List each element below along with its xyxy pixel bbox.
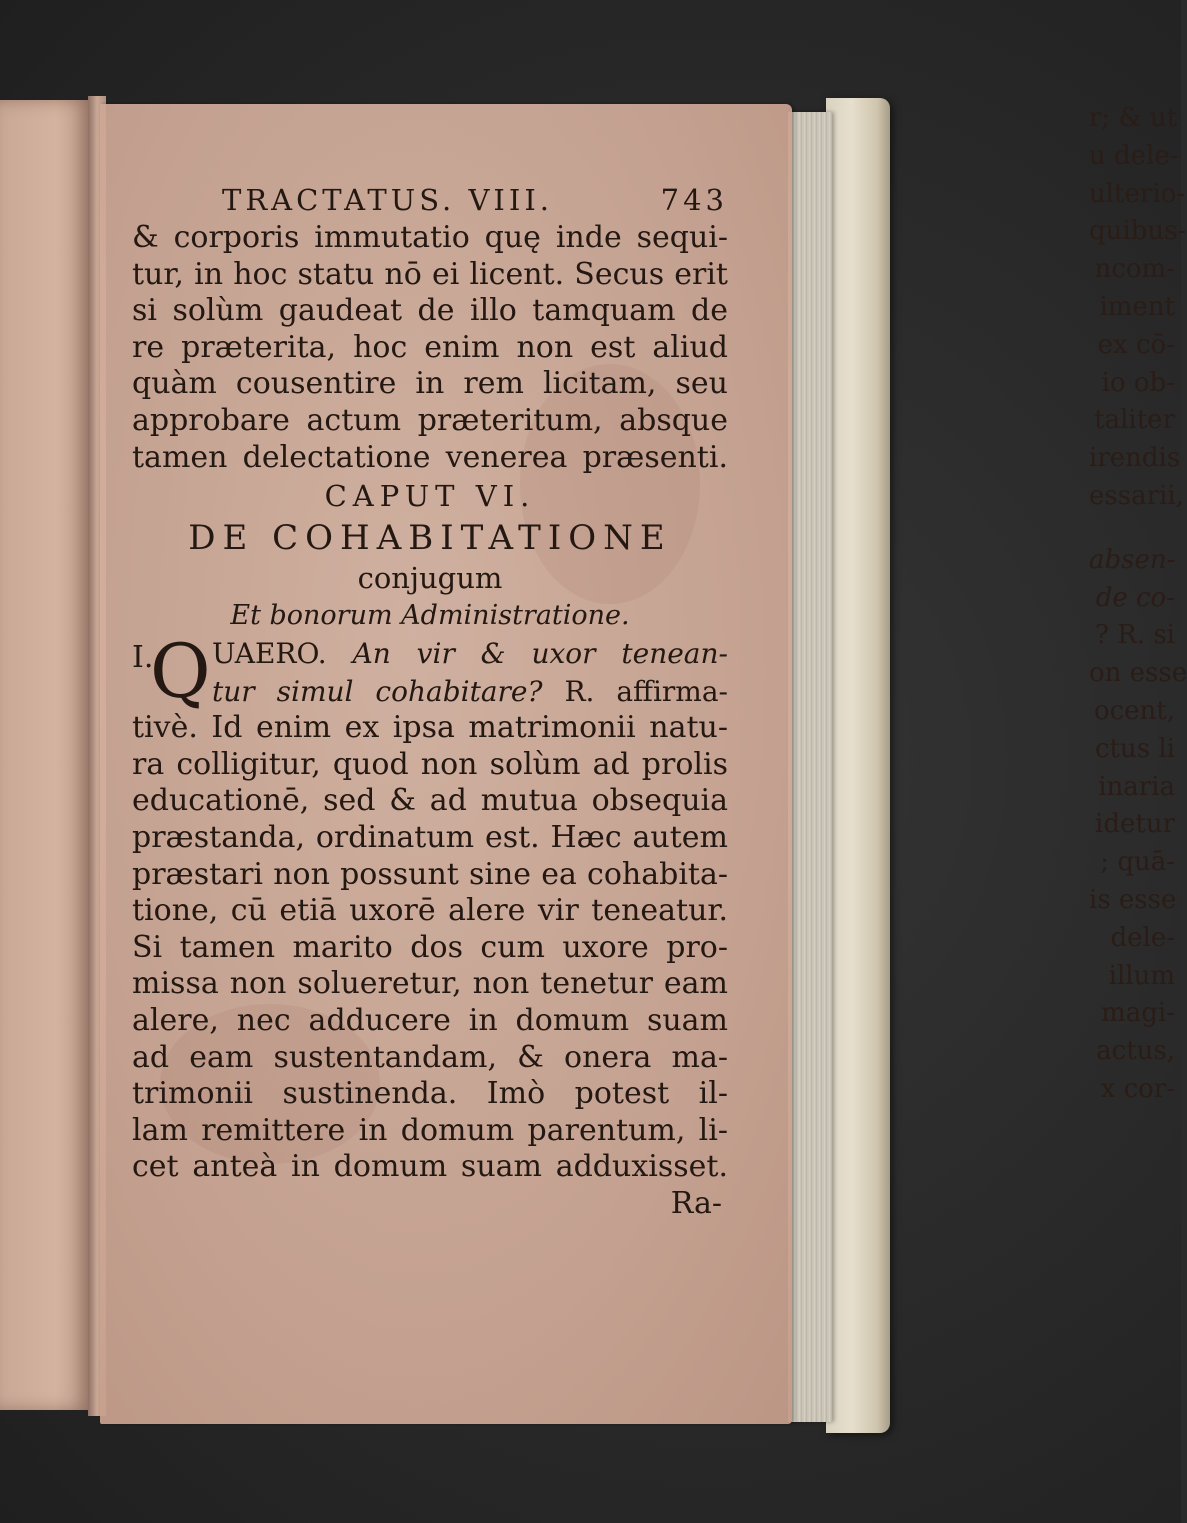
chapter-italic-subtitle: Et bonorum Administratione. [230,600,630,632]
left-fragment: absen- [1089,544,1176,575]
drop-cap: Q [150,629,211,716]
left-fragment: on esse [1089,658,1187,689]
text-line: præstanda, ordinatum est. Hæc autem [132,819,728,855]
left-fragment: essarii, [1089,480,1184,511]
question-word: UAERO. [212,637,327,671]
left-fragment: ulterio- [1089,178,1186,209]
book-binding [826,98,890,1433]
left-fragment: io ob- [1101,367,1175,398]
left-fragment: idetur [1095,809,1175,840]
left-fragment: actus, [1096,1036,1175,1067]
left-fragment: ? R. si [1095,620,1175,651]
text-line: tione, cū etiā uxorē alere vir teneatur. [132,893,728,929]
left-fragment: magi- [1101,998,1175,1029]
question-italic: tur simul cohabitare? [212,675,543,709]
chapter-subtitle: conjugum [357,561,503,596]
left-fragment: ocent, [1093,695,1175,726]
left-fragment: u dele- [1089,140,1179,171]
text-line: cet anteà in domum suam adduxisset. [132,1149,728,1185]
left-fragment: is esse [1089,884,1177,915]
text-line: tamen delectatione venerea præsenti. [132,439,728,475]
text-line: tivè. Id enim ex ipsa matrimonii natu- [132,710,728,746]
text-line: ra colligitur, quod non solùm ad prolis [132,746,728,782]
left-fragment: ncom- [1094,254,1175,285]
page-text [132,180,728,1222]
left-fragment: ctus li [1095,733,1175,764]
text-line: Si tamen marito dos cum uxore pro- [132,929,728,965]
left-fragment: ; quā- [1100,847,1175,878]
text-line: approbare actum præteritum, absque [132,402,728,438]
left-fragment: de co- [1095,582,1175,613]
text-line: ad eam sustentandam, & onera ma- [132,1039,728,1075]
left-fragment: inaria [1098,771,1175,802]
left-facing-page [0,100,92,1410]
page-edges [788,112,832,1422]
question-line [212,674,728,710]
text-line: educationē, sed & ad mutua obsequia [132,783,728,819]
left-fragment: x cor- [1100,1073,1175,1104]
left-fragment: irendis [1089,443,1181,474]
left-fragment: ex cō- [1097,329,1175,360]
question-opening [132,629,728,716]
text-line: trimonii sustinenda. Imò potest il- [132,1076,728,1112]
question-line [212,636,728,672]
running-title: TRACTATUS. VIII. [222,183,554,217]
left-page-text-fragments [1089,100,1187,1109]
paragraph-number: I. [132,640,154,676]
left-fragment: r; & ut [1089,103,1178,133]
text-line: re præterita, hoc enim non est aliud [132,329,728,365]
text-line: quàm cousentire in rem licitam, seu [132,366,728,402]
left-gap [1089,516,1175,542]
answer-start: R. affirma- [564,675,728,709]
left-fragment: quibus- [1089,216,1187,247]
text-line: alere, nec adducere in domum suam [132,1002,728,1038]
left-fragment: iment [1099,291,1175,322]
left-fragment: dele- [1110,922,1175,953]
running-head [132,180,728,220]
text-line: missa non solueretur, non tenetur eam [132,966,728,1002]
text-line: præstari non possunt sine ea cohabita- [132,856,728,892]
question-italic: An vir & uxor tenean- [352,637,728,671]
text-line: & corporis immutatio quę inde sequi- [132,220,728,255]
text-line: lam remittere in domum parentum, li- [132,1112,728,1148]
catchword: Ra- [670,1185,722,1221]
chapter-title: DE COHABITATIONE [188,518,672,559]
page-number: 743 [660,183,728,217]
text-line: tur, in hoc statu nō ei licent. Secus erit [132,256,728,292]
text-line: si solùm gaudeat de illo tamquam de [132,293,728,329]
left-fragment: taliter [1094,405,1175,436]
chapter-number: CAPUT VI. [324,479,536,514]
left-fragment: illum [1108,960,1175,991]
